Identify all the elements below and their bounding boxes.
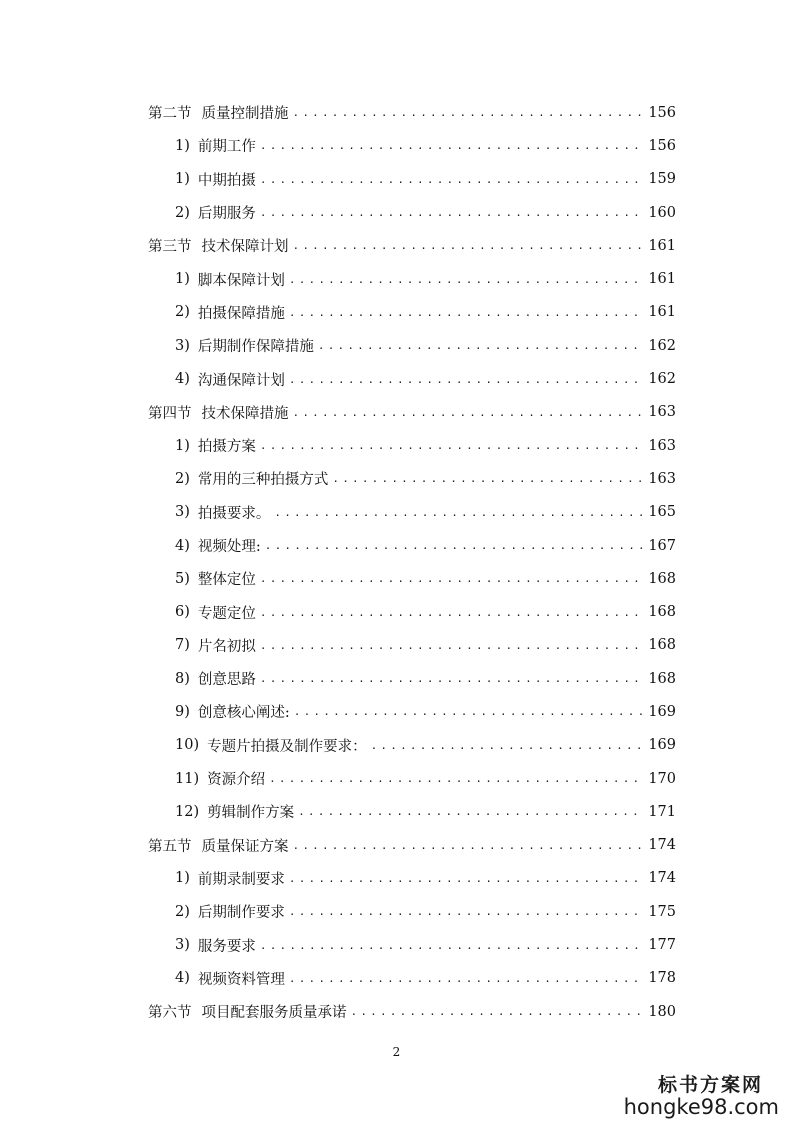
toc-entry-title: 沟通保障计划 [197, 372, 285, 389]
toc-entry-number: 7) [175, 637, 190, 654]
toc-entry-title: 后期服务 [197, 206, 256, 223]
toc-entry-page: 178 [648, 970, 676, 987]
toc-leader-dots [289, 273, 644, 286]
toc-entry-page: 171 [648, 803, 676, 820]
toc-entry-number: 3) [175, 504, 190, 521]
toc-entry-title: 质量保证方案 [201, 838, 289, 855]
toc-subsection-entry[interactable] [148, 296, 676, 329]
toc-entry-title: 前期工作 [197, 139, 256, 156]
toc-subsection-entry[interactable] [148, 695, 676, 728]
toc-subsection-entry[interactable] [148, 729, 676, 762]
toc-entry-page: 175 [648, 903, 676, 920]
toc-entry-title: 技术保障措施 [201, 405, 289, 422]
toc-entry-number: 9) [175, 703, 190, 720]
toc-subsection-entry[interactable] [148, 262, 676, 295]
toc-entry-number: 第二节 [148, 106, 192, 123]
toc-entry-number: 12) [175, 803, 200, 820]
toc-section-entry[interactable] [148, 995, 676, 1028]
toc-entry-title: 资源介绍 [207, 772, 266, 789]
toc-leader-dots [289, 905, 644, 918]
toc-entry-page: 161 [648, 304, 676, 321]
toc-entry-page: 174 [648, 870, 676, 887]
watermark-logo [624, 1070, 779, 1119]
toc-subsection-entry[interactable] [148, 862, 676, 895]
toc-leader-dots [293, 106, 645, 119]
toc-entry-title: 中期拍摄 [197, 172, 256, 189]
toc-entry-number: 3) [175, 937, 190, 954]
toc-leader-dots [293, 839, 645, 852]
toc-entry-page: 165 [648, 504, 676, 521]
toc-entry-title: 技术保障计划 [201, 239, 289, 256]
toc-entry-number: 第四节 [148, 405, 192, 422]
toc-entry-title: 服务要求 [197, 938, 256, 955]
toc-subsection-entry[interactable] [148, 462, 676, 495]
toc-section-entry[interactable] [148, 829, 676, 862]
toc-entry-number: 11) [175, 770, 200, 787]
toc-entry-number: 6) [175, 604, 190, 621]
toc-leader-dots [269, 772, 644, 785]
toc-entry-page: 163 [648, 470, 676, 487]
toc-entry-title: 项目配套服务质量承诺 [201, 1005, 347, 1022]
toc-entry-title: 后期制作保障措施 [197, 339, 314, 356]
toc-entry-title: 视频资料管理 [197, 971, 285, 988]
toc-entry-title: 后期制作要求 [197, 905, 285, 922]
toc-entry-title: 片名初拟 [197, 638, 256, 655]
toc-entry-page: 161 [648, 237, 676, 254]
toc-entry-number: 2) [175, 470, 190, 487]
toc-subsection-entry[interactable] [148, 595, 676, 628]
toc-leader-dots [293, 406, 645, 419]
toc-entry-title: 前期录制要求 [197, 871, 285, 888]
toc-entry-number: 1) [175, 137, 190, 154]
toc-leader-dots [260, 672, 644, 685]
toc-entry-title: 创意核心阐述: [197, 705, 290, 722]
toc-entry-page: 163 [648, 404, 676, 421]
toc-subsection-entry[interactable] [148, 962, 676, 995]
toc-subsection-entry[interactable] [148, 362, 676, 395]
toc-subsection-entry[interactable] [148, 762, 676, 795]
toc-entry-number: 4) [175, 371, 190, 388]
toc-entry-number: 2) [175, 903, 190, 920]
toc-entry-page: 159 [648, 171, 676, 188]
toc-entry-page: 156 [648, 137, 676, 154]
toc-entry-page: 169 [648, 737, 676, 754]
toc-entry-title: 专题片拍摄及制作要求： [207, 738, 367, 755]
toc-entry-page: 168 [648, 604, 676, 621]
toc-leader-dots [371, 739, 645, 752]
toc-leader-dots [260, 139, 644, 152]
toc-entry-number: 1) [175, 271, 190, 288]
watermark-url: hongke98.com [623, 1095, 779, 1119]
toc-entry-title: 常用的三种拍摄方式 [197, 472, 329, 489]
toc-entry-number: 1) [175, 437, 190, 454]
toc-entry-number: 1) [175, 870, 190, 887]
toc-leader-dots [260, 639, 644, 652]
watermark-site-name: 标书方案网 [657, 1074, 763, 1096]
toc-entry-title: 质量控制措施 [201, 106, 289, 123]
toc-leader-dots [298, 805, 644, 818]
toc-entry-number: 3) [175, 337, 190, 354]
table-of-contents [148, 96, 676, 1028]
toc-leader-dots [260, 939, 644, 952]
toc-entry-page: 168 [648, 570, 676, 587]
toc-section-entry[interactable] [148, 229, 676, 262]
toc-entry-title: 创意思路 [197, 672, 256, 689]
toc-entry-number: 4) [175, 970, 190, 987]
toc-entry-number: 第三节 [148, 239, 192, 256]
toc-leader-dots [289, 306, 644, 319]
toc-entry-page: 168 [648, 670, 676, 687]
toc-leader-dots [293, 239, 645, 252]
toc-entry-page: 180 [648, 1003, 676, 1020]
toc-leader-dots [351, 1005, 645, 1018]
toc-entry-title: 整体定位 [197, 572, 256, 589]
toc-subsection-entry[interactable] [148, 662, 676, 695]
toc-subsection-entry[interactable] [148, 562, 676, 595]
toc-subsection-entry[interactable] [148, 329, 676, 362]
toc-leader-dots [260, 206, 644, 219]
toc-leader-dots [318, 339, 644, 352]
toc-entry-number: 10) [175, 737, 200, 754]
toc-subsection-entry[interactable] [148, 928, 676, 961]
toc-entry-number: 2) [175, 204, 190, 221]
toc-entry-page: 160 [648, 204, 676, 221]
toc-entry-number: 第五节 [148, 838, 192, 855]
toc-entry-title: 拍摄方案 [197, 439, 256, 456]
toc-leader-dots [332, 472, 644, 485]
toc-entry-title: 拍摄要求。 [197, 505, 271, 522]
toc-entry-title: 脚本保障计划 [197, 272, 285, 289]
toc-entry-number: 5) [175, 570, 190, 587]
toc-entry-page: 167 [648, 537, 676, 554]
toc-entry-number: 第六节 [148, 1005, 192, 1022]
toc-leader-dots [260, 606, 644, 619]
toc-entry-title: 拍摄保障措施 [197, 305, 285, 322]
toc-entry-page: 156 [648, 104, 676, 121]
toc-leader-dots [260, 439, 644, 452]
toc-subsection-entry[interactable] [148, 529, 676, 562]
toc-subsection-entry[interactable] [148, 196, 676, 229]
toc-subsection-entry[interactable] [148, 895, 676, 928]
toc-entry-page: 177 [648, 937, 676, 954]
toc-subsection-entry[interactable] [148, 795, 676, 828]
toc-entry-page: 163 [648, 437, 676, 454]
toc-entry-number: 8) [175, 670, 190, 687]
toc-leader-dots [289, 373, 644, 386]
toc-entry-title: 视频处理: [197, 539, 261, 555]
toc-subsection-entry[interactable] [148, 629, 676, 662]
toc-leader-dots [274, 506, 644, 519]
toc-section-entry[interactable] [148, 96, 676, 129]
page-number: 2 [392, 1045, 401, 1059]
toc-leader-dots [260, 173, 644, 186]
toc-entry-page: 174 [648, 837, 676, 854]
toc-leader-dots [265, 539, 645, 552]
toc-leader-dots [294, 705, 645, 718]
toc-entry-page: 161 [648, 271, 676, 288]
toc-entry-number: 2) [175, 304, 190, 321]
toc-entry-number: 1) [175, 171, 190, 188]
toc-entry-page: 162 [648, 371, 676, 388]
toc-entry-page: 168 [648, 637, 676, 654]
toc-entry-page: 162 [648, 337, 676, 354]
toc-subsection-entry[interactable] [148, 163, 676, 196]
toc-entry-page: 170 [648, 770, 676, 787]
toc-leader-dots [260, 572, 644, 585]
toc-entry-page: 169 [648, 703, 676, 720]
toc-leader-dots [289, 972, 644, 985]
toc-subsection-entry[interactable] [148, 496, 676, 529]
toc-subsection-entry[interactable] [148, 129, 676, 162]
toc-section-entry[interactable] [148, 396, 676, 429]
toc-entry-number: 4) [175, 537, 190, 554]
toc-entry-title: 剪辑制作方案 [207, 805, 295, 822]
toc-entry-title: 专题定位 [197, 605, 256, 622]
toc-leader-dots [289, 872, 644, 885]
toc-subsection-entry[interactable] [148, 429, 676, 462]
